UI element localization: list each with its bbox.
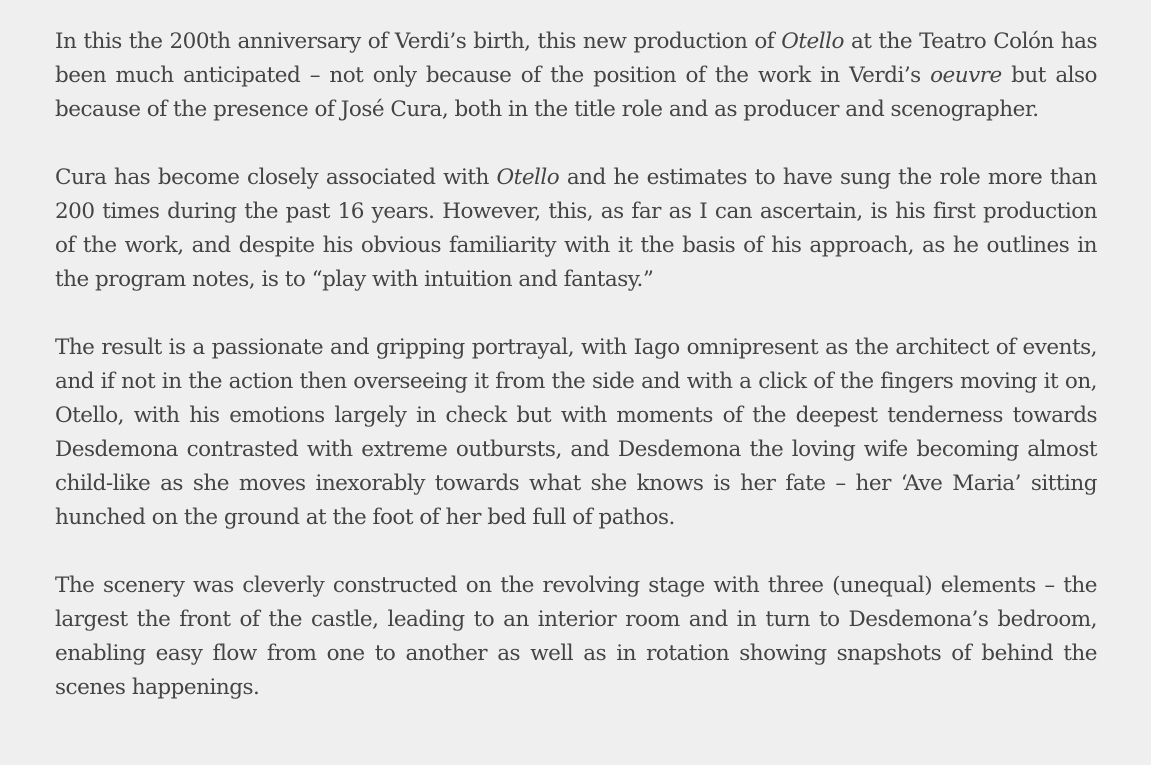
paragraph-4 bbox=[55, 569, 1097, 705]
work-title-otello: Otello bbox=[496, 165, 560, 190]
paragraph-2-text: Cura has become closely associated with bbox=[55, 165, 497, 190]
paragraph-3 bbox=[55, 331, 1097, 535]
article-body bbox=[55, 25, 1097, 739]
paragraph-1-text: but also because of the presence of José Cura, both in the title role and as producer and scenographer. bbox=[55, 63, 1097, 122]
paragraph-1-text: In this the 200th anniversary of Verdi’s birth, this new production of bbox=[55, 29, 782, 54]
paragraph-1 bbox=[55, 25, 1097, 127]
paragraph-4-text: The scenery was cleverly constructed on the revolving stage with three (unequal) elements – the largest the front of the castle, leading to an interior room and in turn to Desdemona’s bedroom, enabling easy flow from one to another as well as in rotation showing snapshots of behind the scenes happenings. bbox=[55, 573, 1097, 700]
term-oeuvre: oeuvre bbox=[930, 63, 1002, 88]
work-title-otello: Otello bbox=[781, 29, 844, 54]
paragraph-2-text: and he estimates to have sung the role more than 200 times during the past 16 years. However, this, as far as I can ascertain, is his first production of the work, and despite his obvious familiarity with it the basis of his approach, as he outlines in the program notes, is to “play with intuition and fantasy.” bbox=[55, 165, 1098, 292]
paragraph-1-text: at the Teatro Colón has been much anticipated – not only because of the position of the work in Verdi’s bbox=[55, 29, 1097, 88]
paragraph-3-text: The result is a passionate and gripping portrayal, with Iago omnipresent as the architect of events, and if not in the action then overseeing it from the side and with a click of the fingers moving it on, Otello, with his emotions largely in check but with moments of the deepest tenderness towards Desdemona contrasted with extreme outbursts, and Desdemona the loving wife becoming almost child-like as she moves inexorably towards what she knows is her fate – her ‘Ave Maria’ sitting hunched on the ground at the foot of her bed full of pathos. bbox=[55, 335, 1097, 530]
paragraph-2 bbox=[55, 161, 1097, 297]
